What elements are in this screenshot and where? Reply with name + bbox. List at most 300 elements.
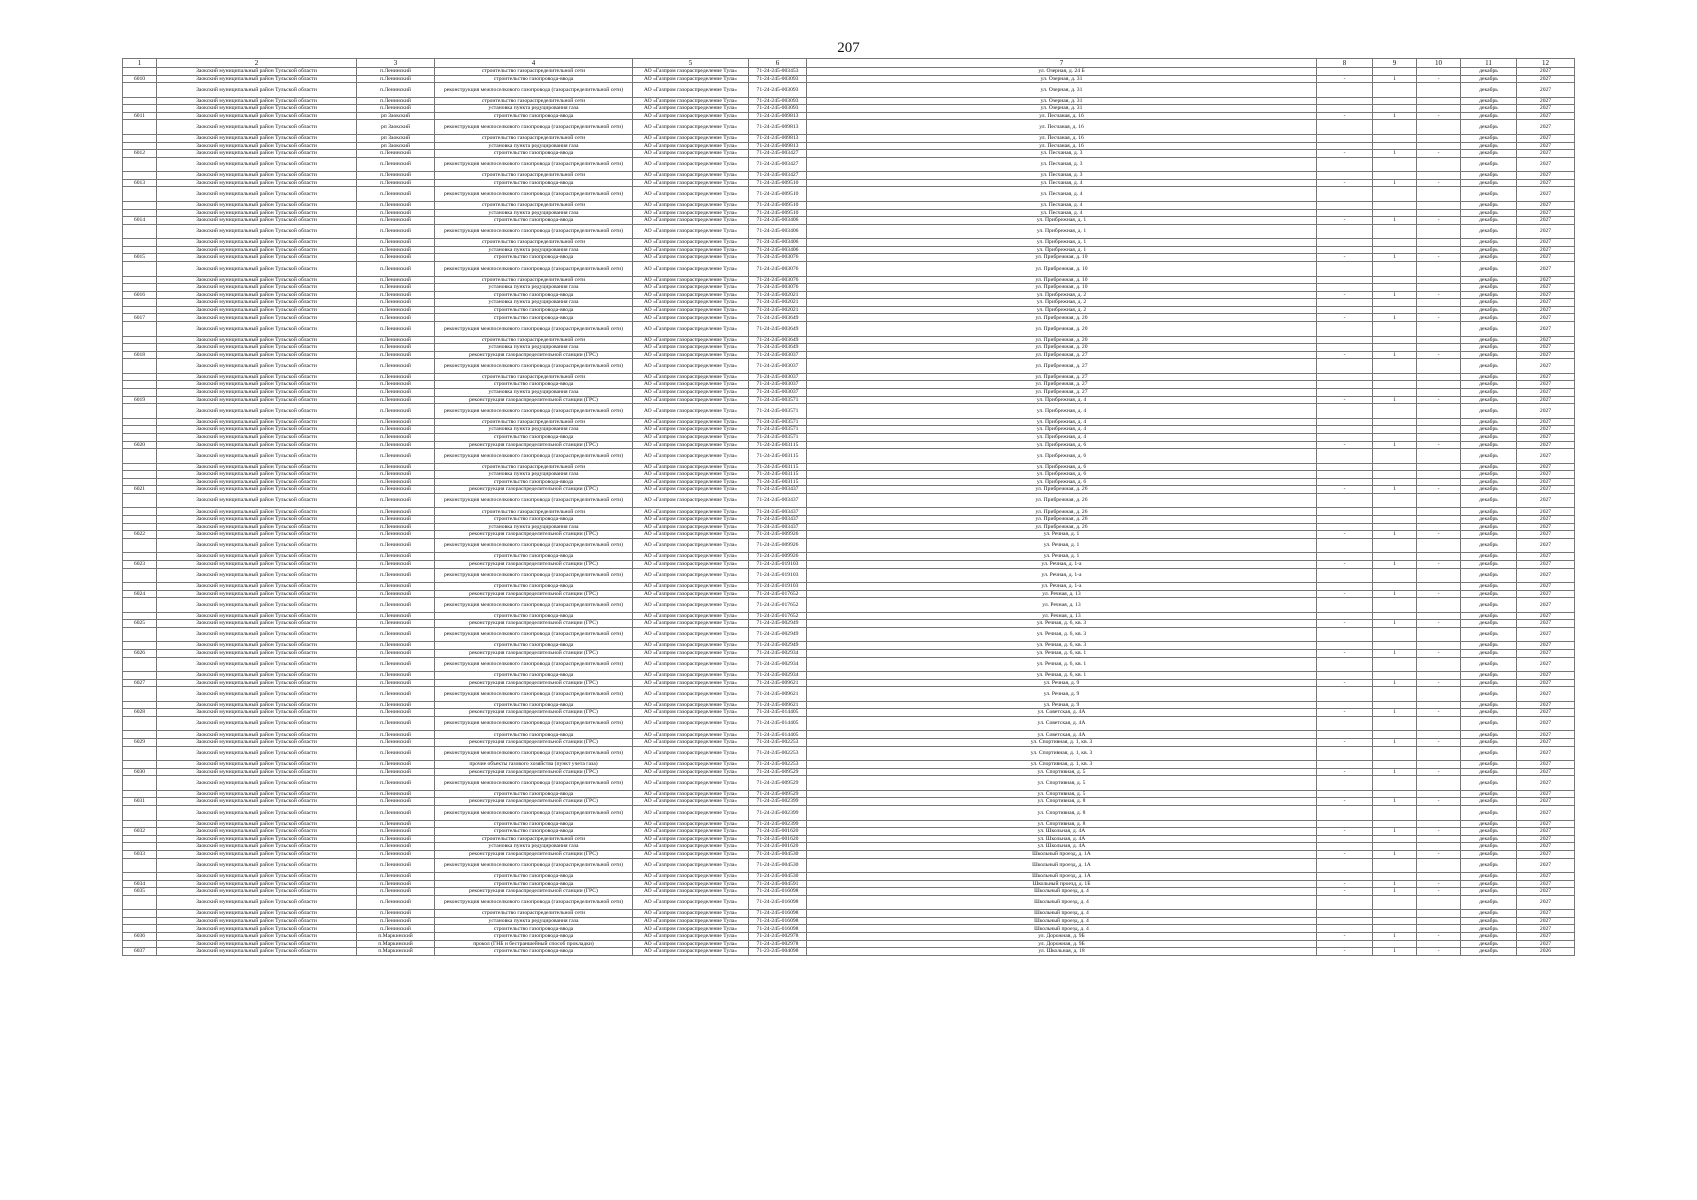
locality-cell: п.Ленинский [357,471,435,479]
year-cell: 2027 [1517,820,1575,828]
organization-cell: АО «Газпром газораспределение Тула» [633,246,749,254]
row-number [123,83,157,98]
col8-cell [1317,478,1373,486]
col8-cell [1317,381,1373,389]
organization-cell: АО «Газпром газораспределение Тула» [633,172,749,180]
code-cell: 71-24-245-003571 [749,433,807,441]
row-number [123,761,157,769]
work-type-cell: реконструкция межпоселкового газопровода (газораспределительной сети) [435,224,633,239]
row-number: 6031 [123,798,157,806]
address-cell: ул. Озерная, д. 24 Б [807,68,1317,76]
district-cell: Заокский муниципальный район Тульской области [157,806,357,821]
year-cell: 2027 [1517,201,1575,209]
code-cell: 71-24-245-002978 [749,940,807,948]
month-cell: декабрь [1461,948,1517,956]
col10-cell [1417,553,1461,561]
col10-cell [1417,523,1461,531]
month-cell: декабрь [1461,790,1517,798]
col8-cell [1317,917,1373,925]
work-type-cell: установка пункта редуцирования газа [435,426,633,434]
code-cell: 71-24-245-016098 [749,910,807,918]
col8-cell: - [1317,217,1373,225]
table-row [123,531,1575,539]
organization-cell: АО «Газпром газораспределение Тула» [633,650,749,658]
table-row [123,68,1575,76]
col10-cell: - [1417,396,1461,404]
col10-cell [1417,858,1461,873]
year-cell: 2026 [1517,948,1575,956]
col9-cell: 1 [1373,798,1417,806]
code-cell: 71-24-245-004530 [749,858,807,873]
code-cell: 71-24-245-009926 [749,531,807,539]
organization-cell: АО «Газпром газораспределение Тула» [633,716,749,731]
column-header: 1 [123,59,157,68]
col8-cell [1317,262,1373,277]
col9-cell [1373,627,1417,642]
col10-cell [1417,209,1461,217]
col8-cell [1317,449,1373,464]
col9-cell [1373,508,1417,516]
code-cell: 71-24-245-002978 [749,933,807,941]
address-cell: Школьный проезд, д. 4 [807,925,1317,933]
address-cell: ул. Спортивная, д. 5 [807,790,1317,798]
col8-cell [1317,284,1373,292]
locality-cell: п.Ленинский [357,389,435,397]
col10-cell: - [1417,486,1461,494]
address-cell: ул. Школьная, д. 18 [807,948,1317,956]
organization-cell: АО «Газпром газораспределение Тула» [633,68,749,76]
year-cell: 2027 [1517,687,1575,702]
code-cell: 71-24-245-002399 [749,820,807,828]
col8-cell: - [1317,441,1373,449]
year-cell: 2027 [1517,493,1575,508]
year-cell: 2027 [1517,650,1575,658]
code-cell: 71-24-245-003093 [749,75,807,83]
month-cell: декабрь [1461,516,1517,524]
address-cell: ул. Прибрежная, д. 6 [807,463,1317,471]
col9-cell [1373,142,1417,150]
col8-cell [1317,895,1373,910]
organization-cell: АО «Газпром газораспределение Тула» [633,642,749,650]
address-cell: Школьный проезд, д. 1Б [807,880,1317,888]
year-cell: 2027 [1517,627,1575,642]
col10-cell [1417,910,1461,918]
district-cell: Заокский муниципальный район Тульской области [157,843,357,851]
address-cell: ул. Прибрежная, д. 6 [807,449,1317,464]
locality-cell: п.Ленинский [357,336,435,344]
column-header: 6 [749,59,807,68]
code-cell: 71-24-245-002934 [749,672,807,680]
code-cell: 71-24-245-002021 [749,291,807,299]
district-cell: Заокский муниципальный район Тульской области [157,201,357,209]
col9-cell: 1 [1373,679,1417,687]
table-row [123,209,1575,217]
address-cell: ул. Речная, д. 13 [807,612,1317,620]
col10-cell [1417,426,1461,434]
locality-cell: п.Ленинский [357,373,435,381]
work-type-cell: установка пункта редуцирования газа [435,246,633,254]
col10-cell: - [1417,531,1461,539]
col10-cell [1417,433,1461,441]
locality-cell: п.Ленинский [357,209,435,217]
district-cell: Заокский муниципальный район Тульской области [157,761,357,769]
organization-cell: АО «Газпром газораспределение Тула» [633,508,749,516]
col8-cell [1317,142,1373,150]
column-header: 4 [435,59,633,68]
work-type-cell: реконструкция газораспределительной станции (ГРС) [435,531,633,539]
code-cell: 71-24-245-002934 [749,650,807,658]
table-row [123,843,1575,851]
col10-cell [1417,262,1461,277]
district-cell: Заокский муниципальный район Тульской области [157,284,357,292]
col10-cell [1417,246,1461,254]
col8-cell [1317,940,1373,948]
col8-cell [1317,276,1373,284]
code-cell: 71-24-245-003649 [749,314,807,322]
locality-cell: п.Ленинский [357,344,435,352]
col8-cell: - [1317,75,1373,83]
district-cell: Заокский муниципальный район Тульской области [157,828,357,836]
address-cell: ул. Песчаная, д. 16 [807,120,1317,135]
locality-cell: п.Ленинский [357,746,435,761]
month-cell: декабрь [1461,895,1517,910]
address-cell: ул. Прибрежная, д. 10 [807,276,1317,284]
month-cell: декабрь [1461,731,1517,739]
locality-cell: п.Ленинский [357,322,435,337]
row-number: 6015 [123,254,157,262]
month-cell: декабрь [1461,627,1517,642]
locality-cell: п.Ленинский [357,105,435,113]
code-cell: 71-24-245-009813 [749,134,807,142]
col8-cell: - [1317,560,1373,568]
col9-cell [1373,97,1417,105]
year-cell: 2027 [1517,389,1575,397]
row-number [123,523,157,531]
month-cell: декабрь [1461,284,1517,292]
col10-cell [1417,373,1461,381]
col8-cell [1317,627,1373,642]
table-row [123,433,1575,441]
organization-cell: АО «Газпром газораспределение Тула» [633,314,749,322]
col9-cell [1373,105,1417,113]
month-cell: декабрь [1461,687,1517,702]
table-body [123,68,1575,956]
address-cell: ул. Прибрежная, д. 10 [807,254,1317,262]
organization-cell: АО «Газпром газораспределение Тула» [633,873,749,881]
col8-cell [1317,761,1373,769]
month-cell: декабрь [1461,478,1517,486]
address-cell: ул. Песчаная, д. 4 [807,209,1317,217]
col9-cell [1373,701,1417,709]
organization-cell: АО «Газпром газораспределение Тула» [633,568,749,583]
table-row [123,373,1575,381]
locality-cell: п.Ленинский [357,531,435,539]
locality-cell: п.Ленинский [357,291,435,299]
district-cell: Заокский муниципальный район Тульской области [157,486,357,494]
address-cell: ул. Прибрежная, д. 2 [807,306,1317,314]
table-row [123,776,1575,791]
col8-cell: - [1317,531,1373,539]
locality-cell: п.Ленинский [357,850,435,858]
locality-cell: п.Ленинский [357,201,435,209]
locality-cell: п.Ленинский [357,359,435,374]
table-row [123,910,1575,918]
year-cell: 2027 [1517,449,1575,464]
col9-cell: 1 [1373,75,1417,83]
table-row [123,404,1575,419]
organization-cell: АО «Газпром газораспределение Тула» [633,441,749,449]
work-type-cell: реконструкция межпоселкового газопровода (газораспределительной сети) [435,120,633,135]
month-cell: декабрь [1461,858,1517,873]
col9-cell [1373,172,1417,180]
month-cell: декабрь [1461,657,1517,672]
address-cell: ул. Речная, д. 6, кв. 3 [807,620,1317,628]
month-cell: декабрь [1461,112,1517,120]
code-cell: 71-24-245-003037 [749,373,807,381]
locality-cell: п.Ленинский [357,858,435,873]
code-cell: 71-24-245-003093 [749,105,807,113]
work-type-cell: строительство газопровода-ввода [435,478,633,486]
col9-cell [1373,471,1417,479]
col8-cell: - [1317,888,1373,896]
col10-cell [1417,172,1461,180]
organization-cell: АО «Газпром газораспределение Тула» [633,359,749,374]
row-number [123,716,157,731]
row-number [123,820,157,828]
col8-cell [1317,418,1373,426]
work-type-cell: строительство газопровода-ввода [435,925,633,933]
row-number [123,322,157,337]
col8-cell [1317,97,1373,105]
month-cell: декабрь [1461,83,1517,98]
code-cell: 71-24-245-003427 [749,172,807,180]
organization-cell: АО «Газпром газораспределение Тула» [633,120,749,135]
year-cell: 2027 [1517,157,1575,172]
work-type-cell: строительство газопровода-ввода [435,880,633,888]
row-number [123,201,157,209]
locality-cell: п.Ленинский [357,820,435,828]
code-cell: 71-24-245-009529 [749,768,807,776]
code-cell: 71-24-245-009529 [749,790,807,798]
organization-cell: АО «Газпром газораспределение Тула» [633,843,749,851]
work-type-cell: прокол (ГНБ и бестраншейный способ прокладки) [435,940,633,948]
year-cell: 2027 [1517,910,1575,918]
district-cell: Заокский муниципальный район Тульской области [157,672,357,680]
col10-cell [1417,940,1461,948]
row-number [123,553,157,561]
col9-cell: 1 [1373,314,1417,322]
work-type-cell: реконструкция межпоселкового газопровода (газораспределительной сети) [435,746,633,761]
header-row [123,59,1575,68]
row-number [123,835,157,843]
code-cell: 71-24-245-003037 [749,389,807,397]
col8-cell [1317,201,1373,209]
work-type-cell: реконструкция межпоселкового газопровода (газораспределительной сети) [435,157,633,172]
address-cell: ул. Спортивная, д. 8 [807,798,1317,806]
district-cell: Заокский муниципальный район Тульской области [157,254,357,262]
col9-cell [1373,68,1417,76]
col8-cell [1317,672,1373,680]
month-cell: декабрь [1461,449,1517,464]
work-type-cell: реконструкция газораспределительной станции (ГРС) [435,620,633,628]
locality-cell: п.Ленинский [357,642,435,650]
month-cell: декабрь [1461,672,1517,680]
table-row [123,820,1575,828]
col10-cell: - [1417,291,1461,299]
col9-cell [1373,746,1417,761]
col8-cell [1317,463,1373,471]
organization-cell: АО «Газпром газораспределение Тула» [633,134,749,142]
organization-cell: АО «Газпром газораспределение Тула» [633,672,749,680]
table-row [123,598,1575,613]
district-cell: Заокский муниципальный район Тульской области [157,150,357,158]
year-cell: 2027 [1517,858,1575,873]
code-cell: 71-24-245-003115 [749,463,807,471]
table-row [123,657,1575,672]
code-cell: 71-24-245-019103 [749,583,807,591]
organization-cell: АО «Газпром газораспределение Тула» [633,627,749,642]
district-cell: Заокский муниципальный район Тульской области [157,120,357,135]
month-cell: декабрь [1461,97,1517,105]
code-cell: 71-24-245-019103 [749,560,807,568]
month-cell: декабрь [1461,493,1517,508]
address-cell: ул. Прибрежная, д. 1 [807,246,1317,254]
code-cell: 71-24-245-014405 [749,709,807,717]
year-cell: 2027 [1517,768,1575,776]
organization-cell: АО «Газпром газораспределение Тула» [633,790,749,798]
locality-cell: п.Ленинский [357,478,435,486]
work-type-cell: реконструкция межпоселкового газопровода (газораспределительной сети) [435,538,633,553]
col10-cell [1417,843,1461,851]
year-cell: 2027 [1517,835,1575,843]
year-cell: 2027 [1517,672,1575,680]
table-row [123,134,1575,142]
month-cell: декабрь [1461,120,1517,135]
code-cell: 71-24-245-003406 [749,246,807,254]
locality-cell: п.Ленинский [357,627,435,642]
district-cell: Заокский муниципальный район Тульской области [157,224,357,239]
organization-cell: АО «Газпром газораспределение Тула» [633,798,749,806]
address-cell: ул. Прибрежная, д. 6 [807,471,1317,479]
locality-cell: п.Ленинский [357,761,435,769]
col8-cell [1317,790,1373,798]
month-cell: декабрь [1461,246,1517,254]
month-cell: декабрь [1461,187,1517,202]
table-row [123,850,1575,858]
col10-cell [1417,157,1461,172]
organization-cell: АО «Газпром газораспределение Тула» [633,306,749,314]
table-row [123,880,1575,888]
row-number: 6013 [123,179,157,187]
locality-cell: п.Ленинский [357,396,435,404]
col9-cell [1373,433,1417,441]
row-number: 6033 [123,850,157,858]
col10-cell [1417,418,1461,426]
locality-cell: рп Заокский [357,120,435,135]
col8-cell [1317,716,1373,731]
year-cell: 2027 [1517,187,1575,202]
month-cell: декабрь [1461,583,1517,591]
month-cell: декабрь [1461,508,1517,516]
table-row [123,478,1575,486]
row-number [123,344,157,352]
district-cell: Заокский муниципальный район Тульской области [157,134,357,142]
col8-cell: - [1317,768,1373,776]
month-cell: декабрь [1461,179,1517,187]
year-cell: 2027 [1517,739,1575,747]
table-row [123,873,1575,881]
address-cell: ул. Песчаная, д. 4 [807,201,1317,209]
col10-cell [1417,336,1461,344]
row-number [123,493,157,508]
district-cell: Заокский муниципальный район Тульской области [157,142,357,150]
col9-cell: 1 [1373,150,1417,158]
code-cell: 71-24-245-003453 [749,68,807,76]
district-cell: Заокский муниципальный район Тульской области [157,516,357,524]
month-cell: декабрь [1461,217,1517,225]
col9-cell [1373,761,1417,769]
col9-cell [1373,418,1417,426]
table-row [123,590,1575,598]
address-cell: ул. Прибрежная, д. 10 [807,284,1317,292]
col10-cell [1417,83,1461,98]
year-cell: 2027 [1517,284,1575,292]
organization-cell: АО «Газпром газораспределение Тула» [633,768,749,776]
col10-cell [1417,239,1461,247]
month-cell: декабрь [1461,917,1517,925]
work-type-cell: строительство газораспределительной сети [435,336,633,344]
col9-cell [1373,910,1417,918]
col10-cell [1417,538,1461,553]
locality-cell: п.Ленинский [357,843,435,851]
col10-cell: - [1417,880,1461,888]
code-cell: 71-24-245-003571 [749,426,807,434]
col9-cell [1373,493,1417,508]
district-cell: Заокский муниципальный район Тульской области [157,344,357,352]
address-cell: ул. Песчаная, д. 3 [807,157,1317,172]
row-number [123,508,157,516]
address-cell: ул. Прибрежная, д. 20 [807,322,1317,337]
code-cell: 71-24-245-009813 [749,112,807,120]
row-number [123,209,157,217]
locality-cell: п.Ленинский [357,150,435,158]
locality-cell: п.Ленинский [357,179,435,187]
col9-cell [1373,776,1417,791]
row-number: 6017 [123,314,157,322]
work-type-cell: строительство газораспределительной сети [435,910,633,918]
month-cell: декабрь [1461,224,1517,239]
organization-cell: АО «Газпром газораспределение Тула» [633,179,749,187]
row-number: 6018 [123,351,157,359]
code-cell: 71-24-245-002399 [749,798,807,806]
district-cell: Заокский муниципальный район Тульской области [157,246,357,254]
row-number [123,433,157,441]
address-cell: ул. Советская, д. 4А [807,709,1317,717]
table-row [123,224,1575,239]
row-number [123,598,157,613]
locality-cell: п.Ленинский [357,314,435,322]
month-cell: декабрь [1461,843,1517,851]
organization-cell: АО «Газпром газораспределение Тула» [633,373,749,381]
organization-cell: АО «Газпром газораспределение Тула» [633,820,749,828]
address-cell: Школьный проезд, д. 4 [807,917,1317,925]
address-cell: ул. Речная, д. 9 [807,701,1317,709]
work-type-cell: установка пункта редуцирования газа [435,843,633,851]
month-cell: декабрь [1461,553,1517,561]
code-cell: 71-24-245-003437 [749,508,807,516]
row-number [123,449,157,464]
code-cell: 71-24-245-003093 [749,83,807,98]
